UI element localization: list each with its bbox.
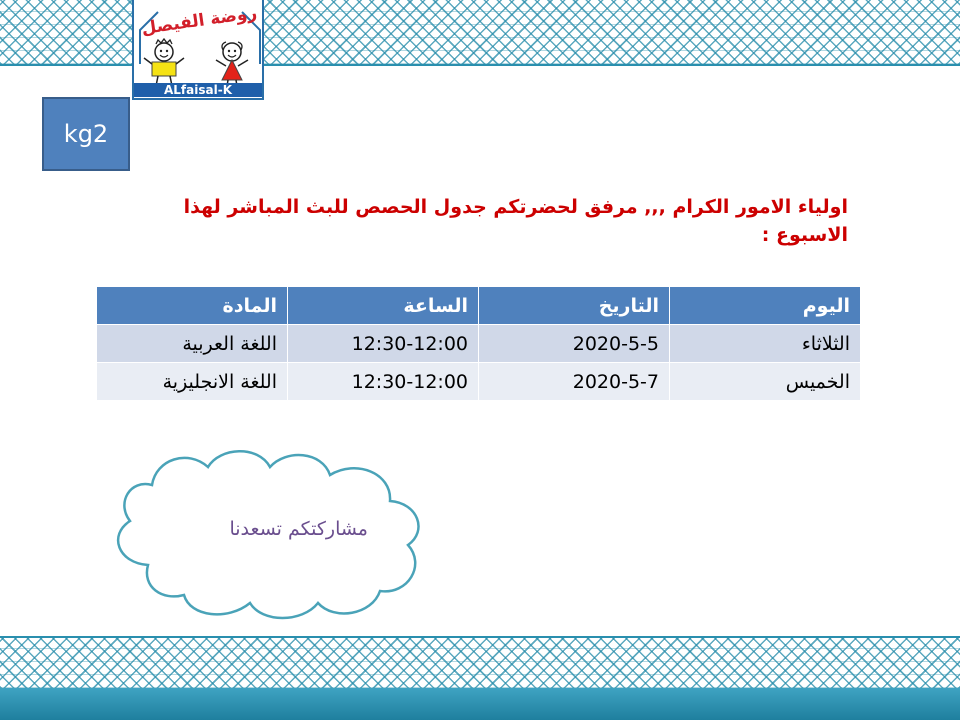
- table-row: [97, 363, 861, 401]
- kindergarten-logo: [132, 0, 264, 100]
- logo-caption: ALfaisal-K: [134, 83, 262, 97]
- bottom-color-strip: [0, 688, 960, 720]
- table-header-row: [97, 287, 861, 325]
- cell-day: الخميس: [670, 363, 861, 401]
- bottom-decorative-band: [0, 638, 960, 688]
- class-label-box: kg2: [42, 97, 130, 171]
- cell-day: الثلاثاء: [670, 325, 861, 363]
- header-date: التاريخ: [479, 287, 670, 325]
- cell-date: 2020-5-7: [479, 363, 670, 401]
- boy-figure: [144, 39, 184, 86]
- cell-subject: اللغة الانجليزية: [97, 363, 288, 401]
- cell-subject: اللغة العربية: [97, 325, 288, 363]
- parents-notice: اولياء الامور الكرام ,,, مرفق لحضرتكم جدول الحصص للبث المباشر لهذا الاسبوع :: [183, 196, 848, 246]
- cell-date: 2020-5-5: [479, 325, 670, 363]
- schedule-table: [96, 286, 861, 401]
- cell-time: 12:30-12:00: [288, 363, 479, 401]
- header-time: الساعة: [288, 287, 479, 325]
- logo-arabic-name: روضة الفيصل: [140, 3, 259, 40]
- header-day: اليوم: [670, 287, 861, 325]
- header-subject: المادة: [97, 287, 288, 325]
- table-row: [97, 325, 861, 363]
- cloud-message: مشاركتكم تسعدنا: [229, 518, 368, 540]
- girl-figure: [216, 42, 248, 86]
- cell-time: 12:30-12:00: [288, 325, 479, 363]
